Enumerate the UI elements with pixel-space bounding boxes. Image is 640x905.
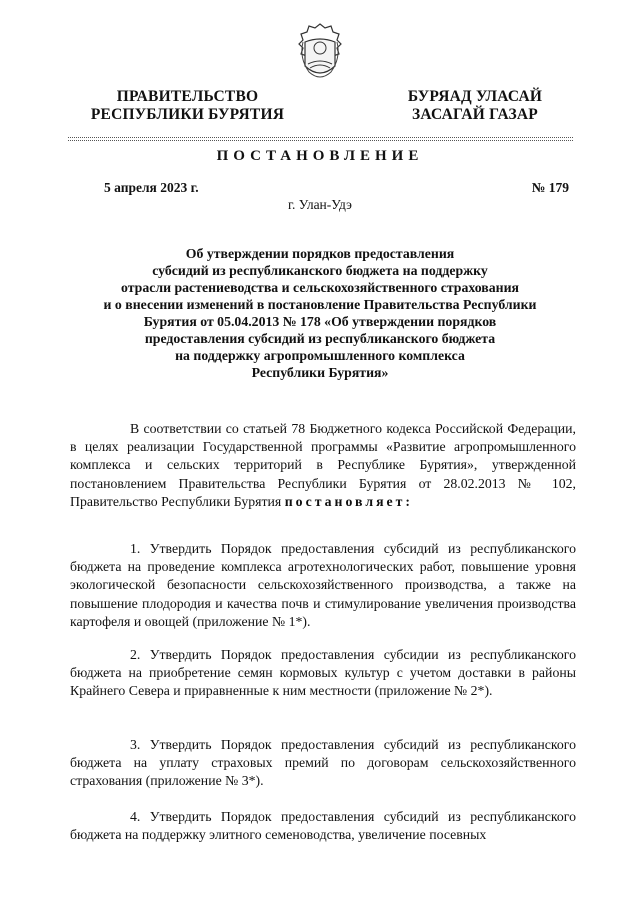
title-line: Республики Бурятия»: [251, 365, 389, 380]
document-number: № 179: [531, 180, 569, 195]
resolution-item-text: 3. Утвердить Порядок предоставления субсидий из республиканского бюджета на уплату страховых премий по договорам сельскохозяйственного страхования (приложение № 3*).: [70, 737, 576, 789]
government-name-ru-line1: ПРАВИТЕЛЬСТВО: [116, 88, 259, 105]
preamble-text: В соответствии со статьей 78 Бюджетного кодекса Российской Федерации, в целях реализации Государственной программы «Развитие агропромышленного комплекса и сельских территорий в Республике Бурятия», утвержденной постановлением Правительства Республики Бурятия от 28.02.2013 № 102, Правительство Республики Бурятия: [70, 421, 576, 509]
resolution-item-text: 4. Утвердить Порядок предоставления субсидий из республиканского бюджета на поддержку элитного семеноводства, увеличение посевных: [70, 809, 576, 843]
resolution-item-text: 2. Утвердить Порядок предоставления субсидии из республиканского бюджета на приобретение семян кормовых культур с учетом доставки в районы Крайнего Севера и приравненные к ним местности (приложение № 2*).: [70, 647, 576, 699]
document-city: г. Улан-Удэ: [288, 197, 352, 212]
title-line: предоставления субсидий из республиканского бюджета: [144, 331, 496, 346]
document-date: 5 апреля 2023 г.: [104, 180, 199, 195]
resolution-item-4: [70, 808, 576, 844]
header-divider: [68, 137, 573, 138]
title-line: Об утверждении порядков предоставления: [185, 246, 455, 261]
title-line: субсидий из республиканского бюджета на поддержку: [152, 263, 488, 278]
government-name-bua-line1: БУРЯАД УЛАСАЙ: [407, 88, 543, 105]
government-name-ru: [80, 88, 295, 124]
government-name-ru-line2: РЕСПУБЛИКИ БУРЯТИЯ: [90, 106, 285, 123]
resolution-item-3: [70, 736, 576, 791]
government-name-bua-line2: ЗАСАГАЙ ГАЗАР: [412, 106, 538, 123]
document-type: ПОСТАНОВЛЕНИЕ: [216, 148, 424, 164]
title-line: отрасли растениеводства и сельскохозяйственного страхования: [120, 280, 519, 295]
resolution-item-text: 1. Утвердить Порядок предоставления субсидий из республиканского бюджета на проведение комплекса агротехнологических работ, повышение уровня экологической безопасности сельскохозяйственного производства, а также на повышение плодородия и качества почв и стимулирование увеличения производства картофеля и овощей (приложение № 1*).: [70, 541, 576, 629]
coat-of-arms-icon: [295, 22, 345, 84]
government-name-bua: [395, 88, 555, 124]
title-line: и о внесении изменений в постановление Правительства Республики: [103, 297, 537, 312]
title-line: Бурятия от 05.04.2013 № 178 «Об утверждении порядков: [143, 314, 497, 329]
preamble-emphasis: постановляет:: [284, 493, 414, 509]
resolution-item-1: [70, 540, 576, 631]
header-divider-secondary: [68, 140, 573, 141]
resolution-item-2: [70, 646, 576, 701]
document-title: [70, 245, 570, 381]
title-line: на поддержку агропромышленного комплекса: [175, 348, 465, 363]
preamble-paragraph: [70, 420, 576, 511]
